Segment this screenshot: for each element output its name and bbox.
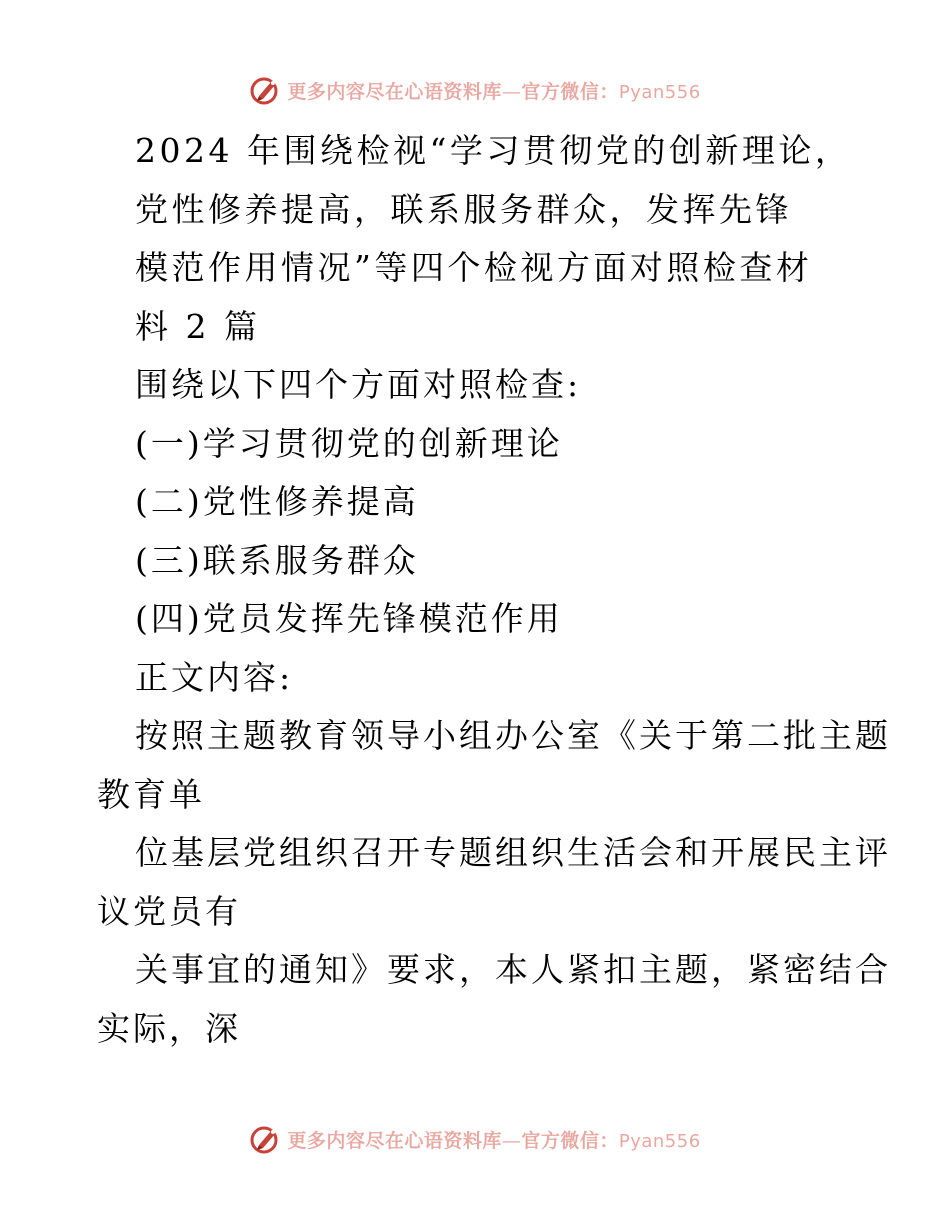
header-banner bbox=[0, 72, 950, 108]
document-body bbox=[97, 122, 891, 1058]
aspect-item-2: (二)党性修养提高 bbox=[135, 482, 419, 521]
pen-seal-logo-icon bbox=[249, 1123, 281, 1155]
aspect-item-1: (一)学习贯彻党的创新理论 bbox=[135, 423, 563, 463]
body-paragraph-line-4: 议党员有 bbox=[97, 891, 241, 931]
document-title-line-3: 模范作用情况”等四个检视方面对照检查材 bbox=[135, 248, 813, 287]
body-heading: 正文内容: bbox=[135, 657, 294, 697]
document-title-line-1: 2024 年围绕检视“学习贯彻党的创新理论， bbox=[135, 131, 852, 170]
footer-banner-text bbox=[287, 1126, 700, 1153]
header-banner-separator: — bbox=[501, 80, 522, 103]
footer-banner-wechat-id: Pyan556 bbox=[618, 1130, 701, 1152]
footer-banner-slogan: 更多内容尽在心语资料库 bbox=[287, 1129, 502, 1152]
aspect-item-3: (三)联系服务群众 bbox=[135, 540, 419, 580]
header-banner-content bbox=[249, 74, 700, 106]
header-banner-wechat-id: Pyan556 bbox=[618, 81, 701, 103]
document-title-line-4: 料 2 篇 bbox=[135, 306, 261, 346]
body-paragraph-line-1: 按照主题教育领导小组办公室《关于第二批主题 bbox=[135, 716, 891, 755]
body-paragraph-line-6: 实际，深 bbox=[97, 1008, 241, 1048]
pen-seal-logo-icon bbox=[249, 74, 281, 106]
footer-banner-content bbox=[249, 1123, 700, 1155]
document-title-line-2: 党性修养提高，联系服务群众，发挥先锋 bbox=[135, 189, 792, 229]
footer-banner-wechat-label: 官方微信： bbox=[521, 1129, 619, 1152]
header-banner-wechat-label: 官方微信： bbox=[521, 80, 619, 103]
header-banner-slogan: 更多内容尽在心语资料库 bbox=[287, 80, 502, 103]
footer-banner bbox=[0, 1121, 950, 1157]
body-paragraph-line-5: 关事宜的通知》要求，本人紧扣主题，紧密结合 bbox=[135, 950, 891, 989]
header-banner-text bbox=[287, 77, 700, 104]
footer-banner-separator: — bbox=[501, 1129, 522, 1152]
body-paragraph-line-2: 教育单 bbox=[97, 774, 205, 814]
body-paragraph-line-3: 位基层党组织召开专题组织生活会和开展民主评 bbox=[135, 833, 891, 872]
aspects-intro: 围绕以下四个方面对照检查: bbox=[135, 365, 582, 404]
aspect-item-4: (四)党员发挥先锋模范作用 bbox=[135, 599, 563, 638]
